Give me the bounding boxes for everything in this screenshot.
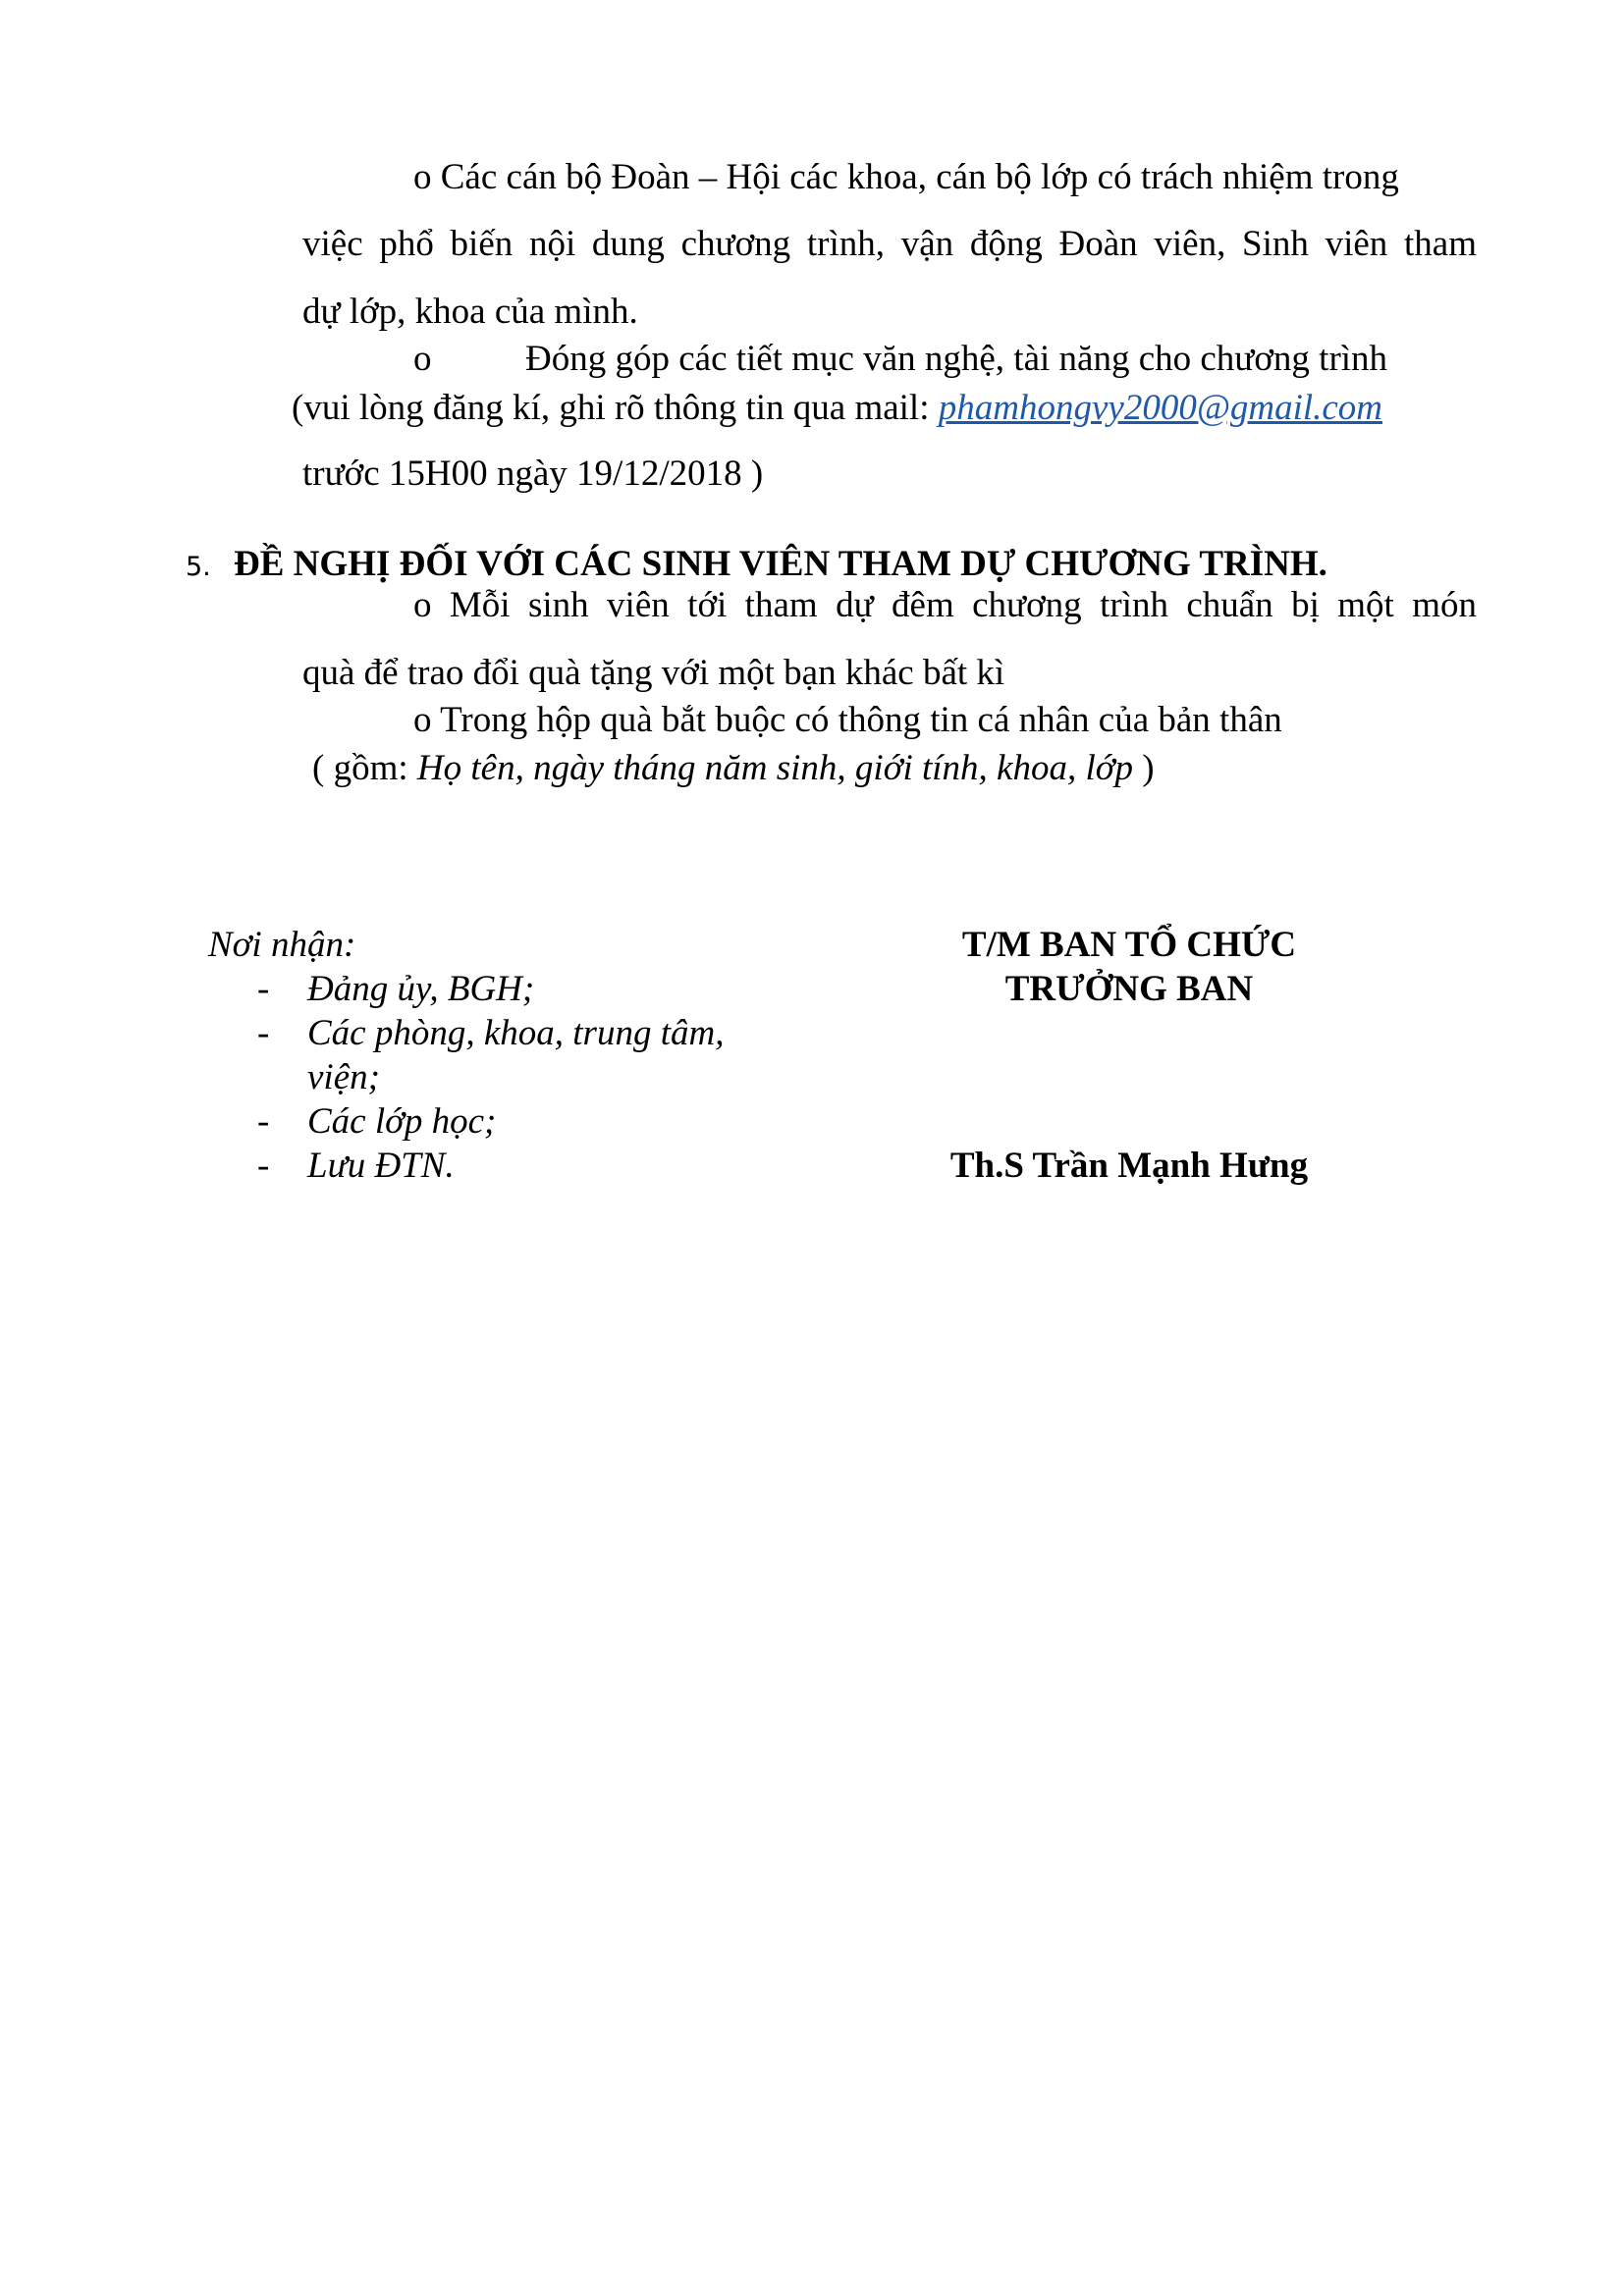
paragraph-line: trước 15H00 ngày 19/12/2018 ) [302, 454, 764, 494]
list-dash: - [257, 1146, 270, 1186]
bullet-marker: o [413, 585, 432, 625]
paragraph-line: việc phổ biến nội dung chương trình, vận động Đoàn viên, Sinh viên tham [302, 224, 1477, 264]
bullet-marker: o [413, 339, 432, 379]
section-number: 5. [186, 552, 211, 582]
paragraph-line [292, 386, 1382, 431]
bullet-text: Các cán bộ Đoàn – Hội các khoa, cán bộ lớp có trách nhiệm trong [440, 157, 1399, 197]
bullet-marker: o [413, 700, 432, 740]
recipient-item: Lưu ĐTN. [307, 1146, 455, 1186]
bullet-line [413, 698, 1282, 743]
list-dash: - [257, 1013, 270, 1053]
bullet-marker: o [413, 157, 432, 197]
bullet-text: Đóng góp các tiết mục văn nghệ, tài năng cho chương trình [525, 339, 1388, 379]
paragraph-line [312, 746, 1155, 791]
bullet-line [413, 155, 1399, 200]
paragraph-text: ( gồm: [312, 748, 408, 788]
signature-name: Th.S Trần Mạnh Hưng [949, 1146, 1309, 1186]
bullet-text: Trong hộp quà bắt buộc có thông tin cá nhân của bản thân [440, 700, 1282, 740]
signature-role: TRƯỞNG BAN [1004, 969, 1254, 1009]
recipient-item: Các lớp học; [307, 1101, 497, 1142]
recipient-item: Đảng ủy, BGH; [307, 969, 535, 1009]
list-dash: - [257, 969, 270, 1009]
recipients-title: Nơi nhận: [208, 925, 356, 965]
paragraph-line: quà để trao đổi quà tặng với một bạn khác bất kì [302, 653, 1005, 693]
email-link[interactable]: phamhongvy2000@gmail.com [938, 388, 1383, 428]
list-dash: - [257, 1101, 270, 1142]
paragraph-line: dự lớp, khoa của mình. [302, 292, 638, 332]
bullet-line [413, 583, 1477, 628]
section-title: ĐỀ NGHỊ ĐỐI VỚI CÁC SINH VIÊN THAM DỰ CHƯƠNG TRÌNH. [234, 544, 1327, 584]
bullet-text: Mỗi sinh viên tới tham dự đêm chương trình chuẩn bị một món [449, 585, 1478, 625]
paragraph-italic: Họ tên, ngày tháng năm sinh, giới tính, khoa, lớp [416, 748, 1133, 788]
paragraph-text: ) [1142, 748, 1155, 788]
recipient-item: viện; [307, 1057, 380, 1097]
signature-title: T/M BAN TỔ CHỨC [961, 925, 1297, 965]
paragraph-text: (vui lòng đăng kí, ghi rõ thông tin qua mail: [292, 388, 930, 428]
recipient-item: Các phòng, khoa, trung tâm, [307, 1013, 725, 1053]
